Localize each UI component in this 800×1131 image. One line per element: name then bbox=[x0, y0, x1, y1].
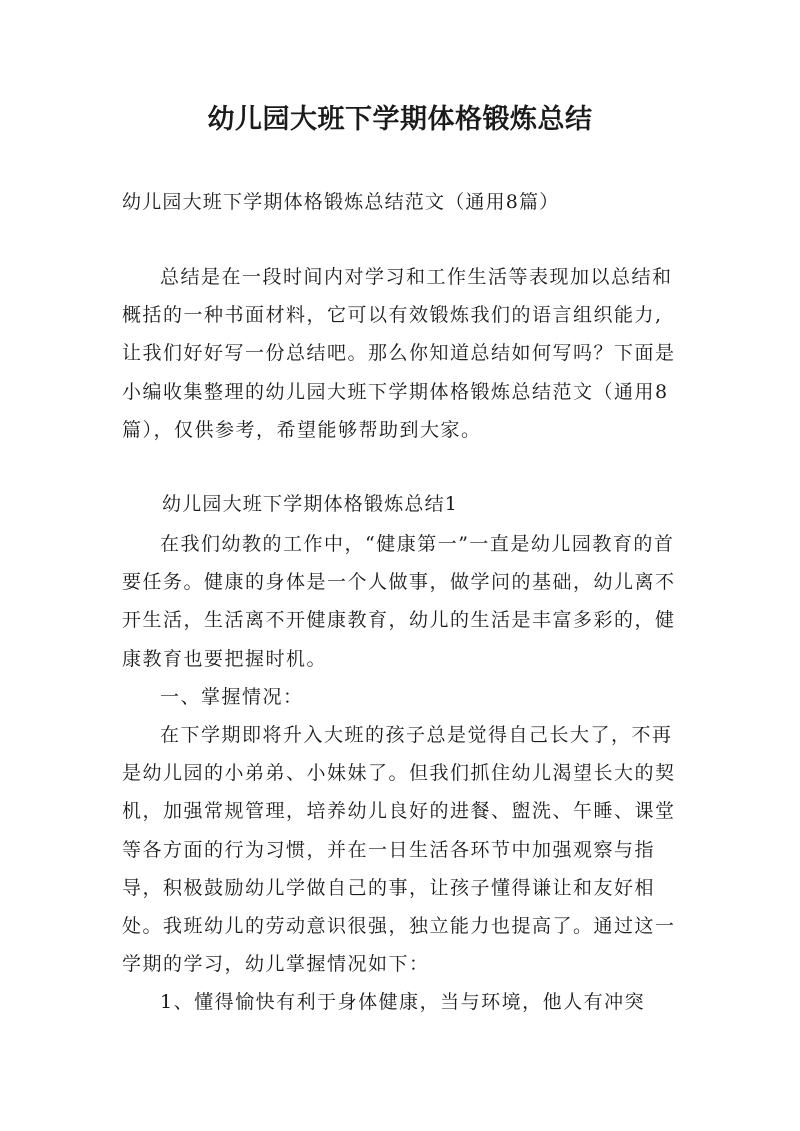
section-heading: 幼儿园大班下学期体格锻炼总结1 bbox=[162, 493, 459, 515]
intro-paragraph: 总结是在一段时间内对学习和工作生活等表现加以总结和概括的一种书面材料，它可以有效锻炼我们的语言组织能力,让我们好好写一份总结吧。那么你知道总结如何写吗？下面是小编收集整理的幼儿园大班下学期体格锻炼总结范文（通用8篇），仅供参考，希望能够帮助到大家。 bbox=[122, 266, 676, 441]
intro-block bbox=[122, 258, 682, 449]
paragraph-2: 一、掌握情况： bbox=[160, 685, 304, 708]
section-body bbox=[122, 525, 682, 1022]
paragraph-4: 1、懂得愉快有利于身体健康，当与环境，他人有冲突 bbox=[160, 991, 646, 1014]
paragraph-1: 在我们幼教的工作中，“健康第一”一直是幼儿园教育的首要任务。健康的身体是一个人做事，做学问的基础，幼儿离不开生活，生活离不开健康教育，幼儿的生活是丰富多彩的，健康教育也要把握时机。 bbox=[122, 533, 676, 670]
paragraph-3: 在下学期即将升入大班的孩子总是觉得自己长大了，不再是幼儿园的小弟弟、小妹妹了。但我们抓住幼儿渴望长大的契机，加强常规管理，培养幼儿良好的进餐、盥洗、午睡、课堂等各方面的行为习惯，并在一日生活各环节中加强观察与指导，积极鼓励幼儿学做自己的事，让孩子懂得谦让和友好相处。我班幼儿的劳动意识很强，独立能力也提高了。通过这一学期的学习，幼儿掌握情况如下： bbox=[122, 724, 676, 976]
document-title: 幼儿园大班下学期体格锻炼总结 bbox=[207, 104, 593, 135]
document-subtitle: 幼儿园大班下学期体格锻炼总结范文（通用8篇） bbox=[122, 191, 560, 213]
